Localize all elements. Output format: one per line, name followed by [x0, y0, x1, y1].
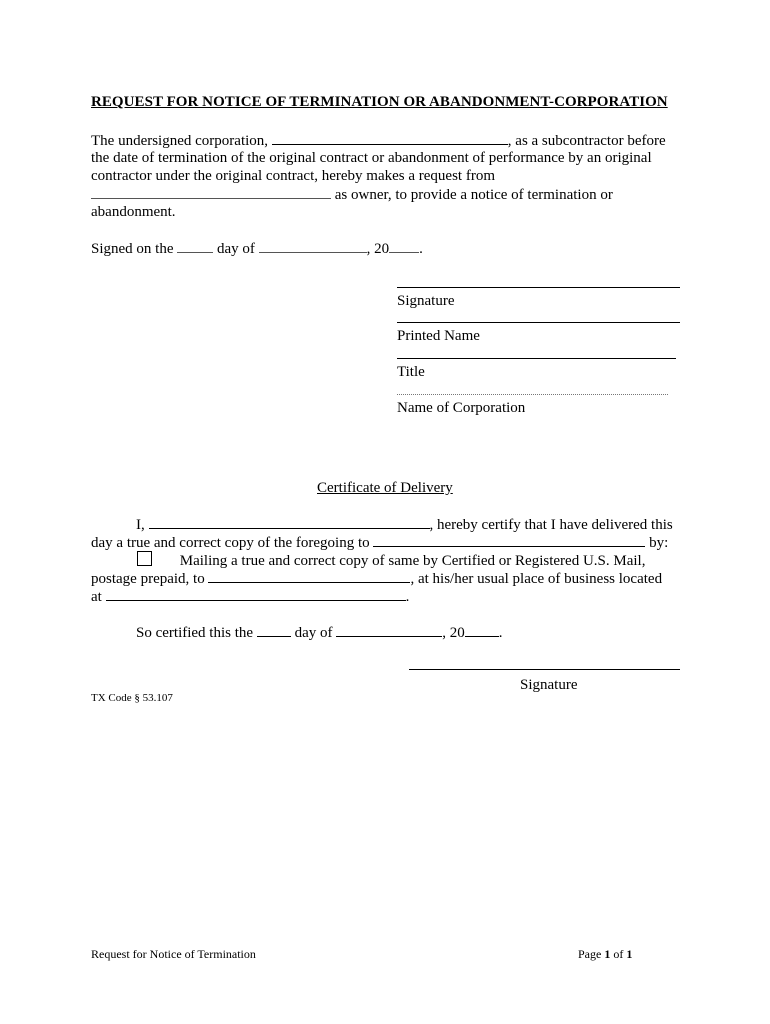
mail-checkbox[interactable] — [137, 551, 152, 566]
certifier-name-blank[interactable] — [149, 515, 430, 529]
text-segment: day of — [294, 625, 333, 641]
text-segment: . — [419, 241, 423, 257]
text-segment: , hereby certify that I have delivered this — [429, 517, 673, 533]
text-segment: day of — [217, 241, 255, 257]
text-segment: postage prepaid, to — [91, 571, 205, 587]
signature-line[interactable] — [397, 287, 680, 288]
certificate-heading: Certificate of Delivery — [317, 480, 453, 496]
paragraph-line-1 — [91, 131, 666, 150]
business-location-blank[interactable] — [106, 587, 406, 601]
total-pages: 1 — [626, 947, 633, 961]
paragraph-line-5: abandonment. — [91, 204, 176, 220]
certificate-signature-line[interactable] — [409, 669, 680, 670]
signed-year-blank[interactable] — [389, 239, 419, 253]
certified-year-blank[interactable] — [465, 623, 499, 637]
text-segment: , as a subcontractor before — [507, 133, 666, 149]
text-segment: Mailing a true and correct copy of same by Certified or Registered U.S. Mail, — [179, 553, 646, 569]
footer-title: Request for Notice of Termination — [91, 947, 256, 961]
text-segment: Page — [578, 947, 602, 961]
certified-month-blank[interactable] — [336, 623, 442, 637]
certificate-signature-label: Signature — [520, 677, 578, 693]
text-segment: The undersigned corporation, — [91, 133, 269, 149]
signed-on-line — [91, 239, 423, 258]
text-segment: I, — [136, 517, 145, 533]
delivered-to-blank[interactable] — [373, 533, 645, 547]
title-label: Title — [397, 364, 425, 380]
signature-label: Signature — [397, 293, 455, 309]
signed-day-blank[interactable] — [177, 239, 213, 253]
corporation-name-blank[interactable] — [272, 131, 508, 145]
certificate-line-5 — [91, 587, 409, 606]
text-segment: by: — [649, 535, 669, 551]
certificate-line-3 — [137, 551, 645, 570]
title-line[interactable] — [397, 358, 676, 359]
text-segment: , at his/her usual place of business located — [410, 571, 663, 587]
paragraph-line-2: the date of termination of the original contract or abandonment of performance by an original — [91, 150, 652, 166]
text-segment: Signed on the — [91, 241, 174, 257]
paragraph-line-3: contractor under the original contract, hereby makes a request from — [91, 168, 495, 184]
text-segment: . — [498, 625, 503, 641]
code-reference: TX Code § 53.107 — [91, 692, 173, 704]
paragraph-line-4 — [91, 185, 613, 204]
certificate-line-2 — [91, 533, 668, 552]
mailed-to-blank[interactable] — [208, 569, 410, 583]
current-page: 1 — [604, 947, 611, 961]
text-segment: of — [613, 947, 624, 961]
certificate-line-1 — [136, 515, 673, 534]
corporation-line[interactable] — [397, 394, 668, 395]
text-segment: at — [91, 589, 102, 605]
text-segment: as owner, to provide a notice of termination or — [334, 187, 613, 203]
page-number — [578, 947, 632, 962]
printed-name-line[interactable] — [397, 322, 680, 323]
text-segment: . — [405, 589, 410, 605]
so-certified-line — [136, 623, 502, 642]
certified-day-blank[interactable] — [257, 623, 291, 637]
document-title: REQUEST FOR NOTICE OF TERMINATION OR ABANDONMENT-CORPORATION — [91, 94, 668, 110]
text-segment: So certified this the — [136, 625, 254, 641]
text-segment: , 20 — [366, 241, 390, 257]
owner-name-blank[interactable] — [91, 185, 331, 199]
printed-name-label: Printed Name — [397, 328, 480, 344]
text-segment: , 20 — [442, 625, 465, 641]
corporation-label: Name of Corporation — [397, 400, 526, 416]
signed-month-blank[interactable] — [259, 239, 367, 253]
certificate-line-4 — [91, 569, 662, 588]
text-segment: day a true and correct copy of the foregoing to — [91, 535, 370, 551]
